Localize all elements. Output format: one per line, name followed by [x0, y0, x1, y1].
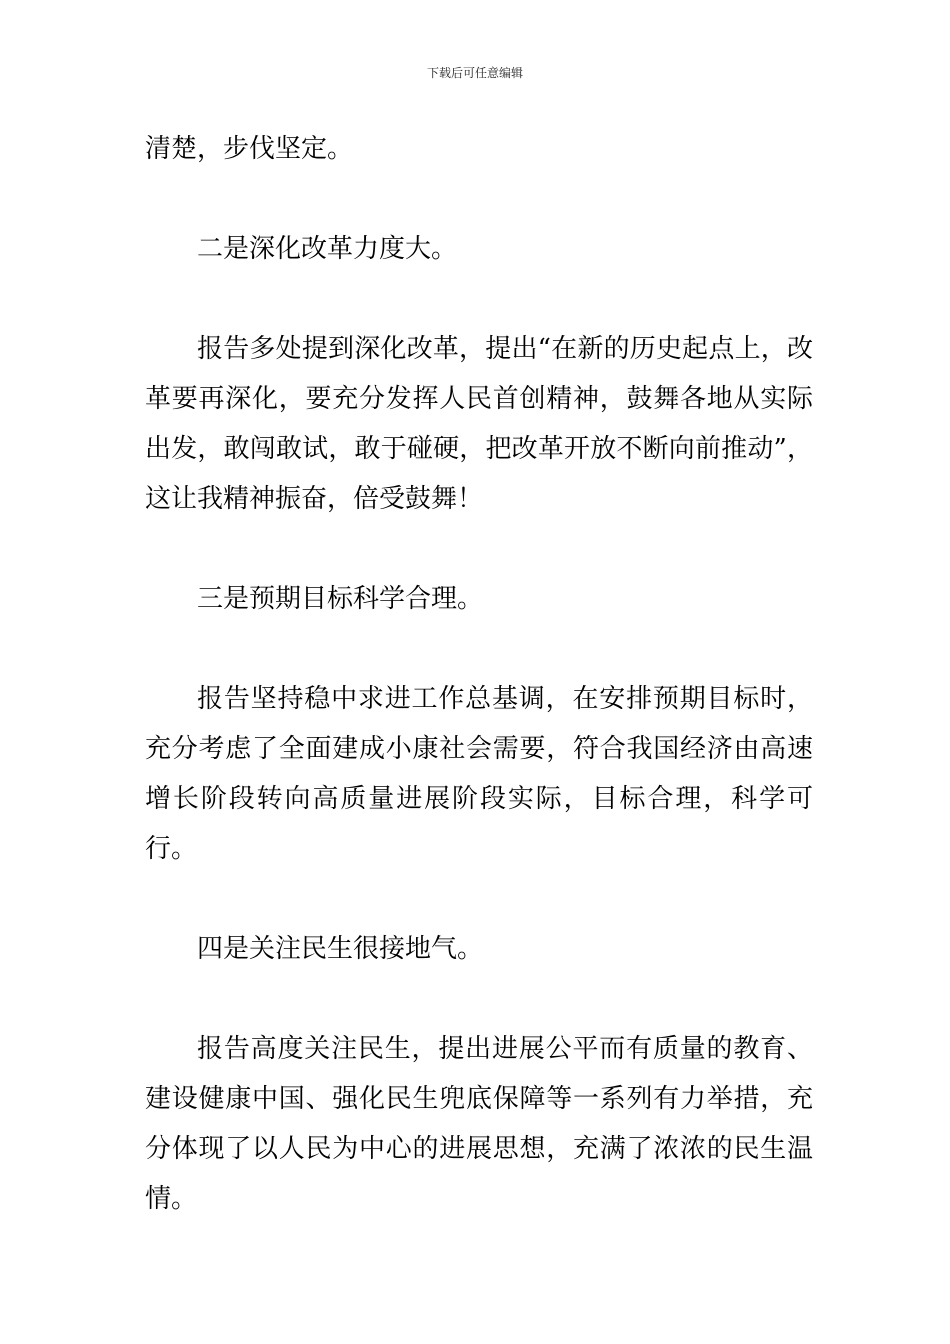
paragraph-reform: 报告多处提到深化改革，提出“在新的历史起点上，改革要再深化，要充分发挥人民首创精神，鼓舞各地从实际出发，敢闯敢试，敢于碰硬，把改革开放不断向前推动”，这让我精神振奋，倍受鼓舞！ [145, 334, 813, 514]
document-body [145, 124, 813, 1224]
paragraph-targets: 报告坚持稳中求进工作总基调，在安排预期目标时，充分考虑了全面建成小康社会需要，符合我国经济由高速增长阶段转向高质量进展阶段实际，目标合理，科学可行。 [145, 684, 813, 864]
section-heading-livelihood: 四是关注民生很接地气。 [197, 934, 484, 964]
section-heading-targets: 三是预期目标科学合理。 [197, 584, 484, 614]
paragraph-livelihood: 报告高度关注民生，提出进展公平而有质量的教育、建设健康中国、强化民生兜底保障等一系列有力举措，充分体现了以人民为中心的进展思想，充满了浓浓的民生温情。 [145, 1034, 813, 1214]
page-header: 下载后可任意编辑 [426, 66, 523, 80]
section-heading-reform: 二是深化改革力度大。 [197, 234, 458, 264]
paragraph-continuation: 清楚，步伐坚定。 [145, 134, 354, 164]
